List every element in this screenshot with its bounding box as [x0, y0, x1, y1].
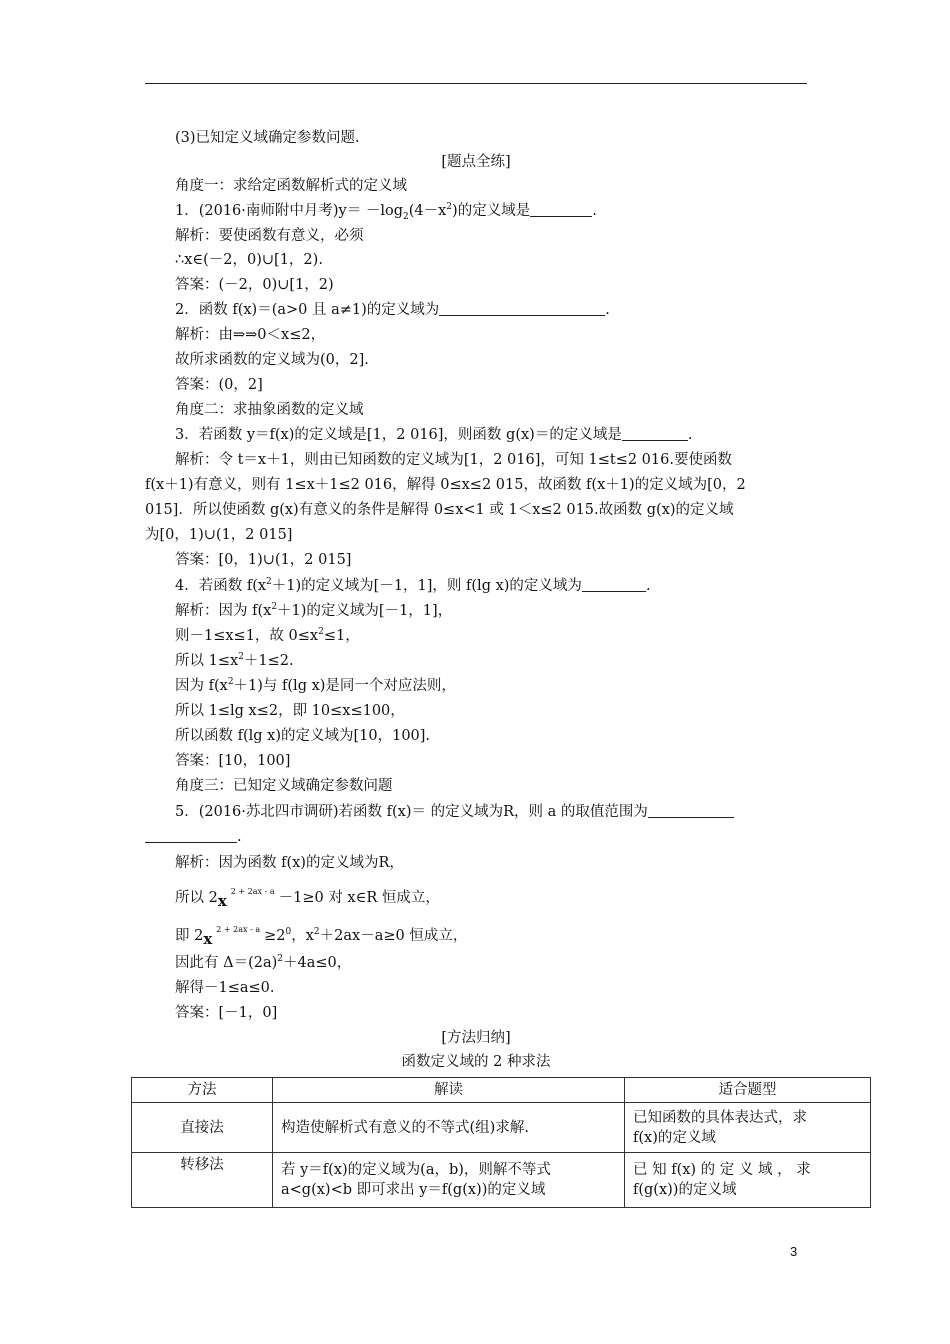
question-1: 1．(2016·南师附中月考)$y= -\log_2(4-x^2)$的定义域是 . — [175, 202, 597, 222]
q2-solution-line: 故所求函数的定义域为(0，2]. — [175, 352, 369, 368]
answer-blank — [622, 426, 688, 441]
table-header: 适合题型 — [625, 1078, 871, 1103]
method-cell: 转移法 — [132, 1153, 273, 1208]
table-header-row — [132, 1078, 871, 1103]
q3-solution-line: 解析：令 t＝x＋1，则由已知函数的定义域为[1，2 016]，可知 1≤t≤2 016.要使函数 — [175, 452, 732, 468]
q3-answer: 答案：[0，1)∪(1，2 015] — [175, 552, 352, 568]
q5-solution-line: 所以 $2x^{2 + 2ax - a} -1\ge 0$ 对 x∈R 恒成立， — [175, 887, 440, 910]
q3-solution-line: 为[0，1)∪(1，2 015] — [145, 527, 293, 543]
question-3: 3．若函数 y＝f(x)的定义域是[1，2 016]，则函数 g(x)＝的定义域是 . — [175, 427, 693, 443]
q5-solution-line: 解得－1≤a≤0. — [175, 980, 275, 996]
q3-solution-line: 015]．所以使函数 g(x)有意义的条件是解得 0≤x<1 或 1＜x≤2 015.故函数 g(x)的定义域 — [145, 502, 734, 518]
fit-cell: 已 知 f(x) 的 定 义 域 ， 求 f(g(x))的定义域 — [625, 1153, 871, 1208]
angle2-heading: 角度二：求抽象函数的定义域 — [175, 402, 364, 418]
q4-solution-line: 所以函数 f(lg x)的定义域为[10，100]. — [175, 728, 431, 744]
q2-solution-line: 解析：由⇒⇒0＜x≤2， — [175, 327, 326, 343]
description-cell: 构造使解析式有意义的不等式(组)求解. — [273, 1103, 625, 1153]
answer-blank — [145, 828, 237, 843]
page-number: 3 — [790, 1244, 798, 1259]
question-5-continued: . — [145, 827, 807, 847]
q1-solution-line: ∴x∈(－2，0)∪[1，2). — [175, 252, 323, 268]
table-row — [132, 1153, 871, 1208]
q2-answer: 答案：(0，2] — [175, 377, 263, 393]
answer-blank — [530, 202, 592, 217]
q1-answer: 答案：(－2，0)∪[1，2) — [175, 277, 334, 293]
q4-solution-line: 则－1≤x≤1，故 $0\le x^2\le 1$， — [175, 627, 360, 644]
answer-blank — [582, 577, 646, 592]
answer-blank — [439, 301, 605, 316]
header-rule — [145, 83, 807, 84]
q4-answer: 答案：[10，100] — [175, 753, 291, 769]
method-cell: 直接法 — [132, 1103, 273, 1153]
q4-solution-line: 所以 1≤lg x≤2，即 10≤x≤100， — [175, 703, 405, 719]
fit-cell: 已知函数的具体表达式，求 f(x)的定义域 — [625, 1103, 871, 1153]
q4-solution-line: 所以 $1\le x^2+1\le 2$. — [175, 652, 294, 669]
q3-solution-line: f(x＋1)有意义，则有 1≤x＋1≤2 016，解得 0≤x≤2 015，故函数 f(x＋1)的定义域为[0，2 — [145, 477, 746, 493]
q5-solution-line: 即 $2x^{2 + 2ax - a} \ge 2^0$，$x^2+2ax-a\ge 0$ 恒成立， — [175, 925, 468, 948]
q5-solution-line: 因此有 $\Delta=(2a)^2+4a\le 0$， — [175, 954, 352, 971]
question-5: 5．(2016·苏北四市调研)若函数 f(x)＝ 的定义域为R，则 a 的取值范围为 — [145, 802, 807, 822]
table-caption: 函数定义域的 2 种求法 — [401, 1054, 551, 1070]
q5-solution-line: 解析：因为函数 f(x)的定义域为R， — [175, 855, 404, 871]
angle3-heading: 角度三：已知定义域确定参数问题 — [175, 778, 393, 794]
table-header: 解读 — [273, 1078, 625, 1103]
question-4: 4．若函数 $f(x^2+1)$的定义域为[－1，1]，则 f(lg x)的定义域为 . — [175, 577, 651, 594]
intro-line: (3)已知定义域确定参数问题. — [175, 130, 360, 146]
question-2: 2．函数 f(x)＝(a>0 且 a≠1)的定义域为 . — [175, 302, 610, 318]
q4-solution-line: 解析：因为 $f(x^2+1)$的定义域为[－1，1]， — [175, 602, 453, 619]
table-row — [132, 1103, 871, 1153]
q4-solution-line: 因为 $f(x^2+1)$与 f(lg x)是同一个对应法则， — [175, 677, 456, 694]
method-title: [方法归纳] — [441, 1030, 511, 1046]
table-header: 方法 — [132, 1078, 273, 1103]
answer-blank — [648, 803, 734, 818]
methods-table — [131, 1077, 871, 1208]
angle1-heading: 角度一：求给定函数解析式的定义域 — [175, 178, 407, 194]
description-cell: 若 y＝f(x)的定义域为(a，b)，则解不等式 a<g(x)<b 即可求出 y＝f(g(x))的定义域 — [273, 1153, 625, 1208]
practice-title: [题点全练] — [441, 154, 511, 170]
q1-solution-line: 解析：要使函数有意义，必须 — [175, 228, 364, 244]
q5-answer: 答案：[－1，0] — [175, 1005, 278, 1021]
